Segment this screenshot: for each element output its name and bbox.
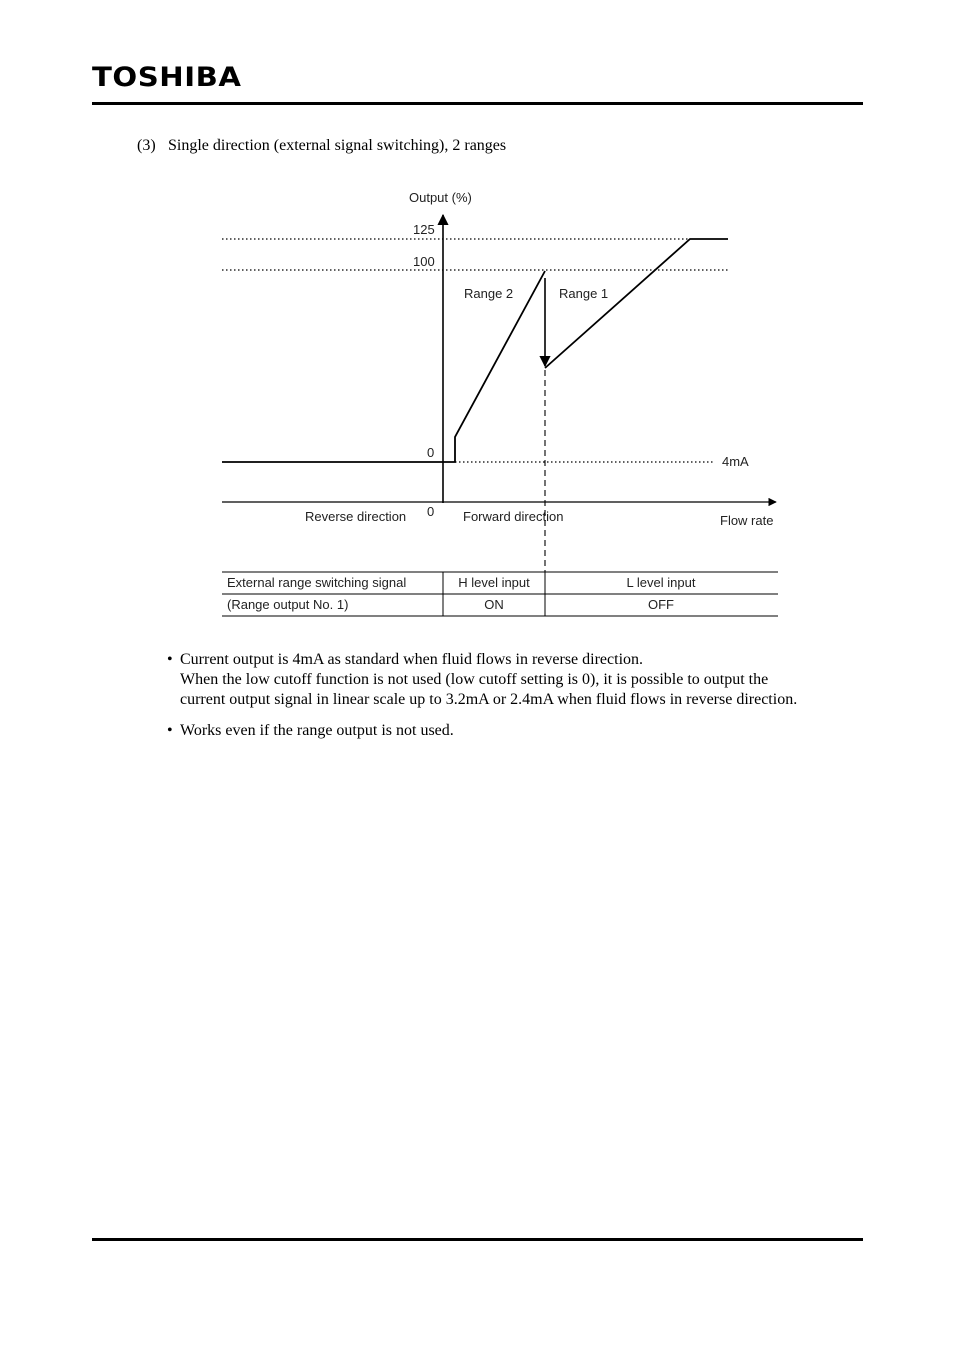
table-cell: External range switching signal [227,575,407,590]
footer-rule [92,1238,863,1241]
bullet-icon: • [167,722,173,739]
table-cell: ON [484,597,504,612]
note-item [167,650,797,710]
note-line: Current output is 4mA as standard when fluid flows in reverse direction. [180,651,644,668]
x-axis-label: Flow rate [720,513,774,528]
range1-label: Range 1 [559,286,609,301]
section-title: Single direction (external signal switching), 2 ranges [168,137,507,154]
output-curve-range1 [545,239,728,368]
table-cell: OFF [648,597,674,612]
toshiba-logo: TOSHIBA [92,62,242,93]
tick-0-flow: 0 [427,504,435,519]
4ma-label: 4mA [722,454,749,469]
tick-100: 100 [413,254,435,269]
range2-label: Range 2 [464,286,514,301]
reverse-direction-label: Reverse direction [305,509,407,524]
section-number: (3) [137,137,156,154]
note-item [167,721,797,741]
switching-signal-table [222,572,778,616]
notes-list [167,650,797,752]
bullet-icon: • [167,651,173,668]
note-line: current output signal in linear scale up to 3.2mA or 2.4mA when fluid flows in reverse direction. [180,691,798,708]
output-range-diagram [0,0,954,640]
table-cell: L level input [626,575,696,590]
y-axis-label: Output (%) [409,190,472,205]
note-line: When the low cutoff function is not used (low cutoff setting is 0), it is possible to output the [180,671,769,688]
forward-direction-label: Forward direction [463,509,564,524]
tick-0-output: 0 [427,445,435,460]
note-line: Works even if the range output is not used. [180,722,454,739]
tick-125: 125 [413,222,435,237]
table-cell: H level input [458,575,530,590]
table-cell: (Range output No. 1) [227,597,349,612]
